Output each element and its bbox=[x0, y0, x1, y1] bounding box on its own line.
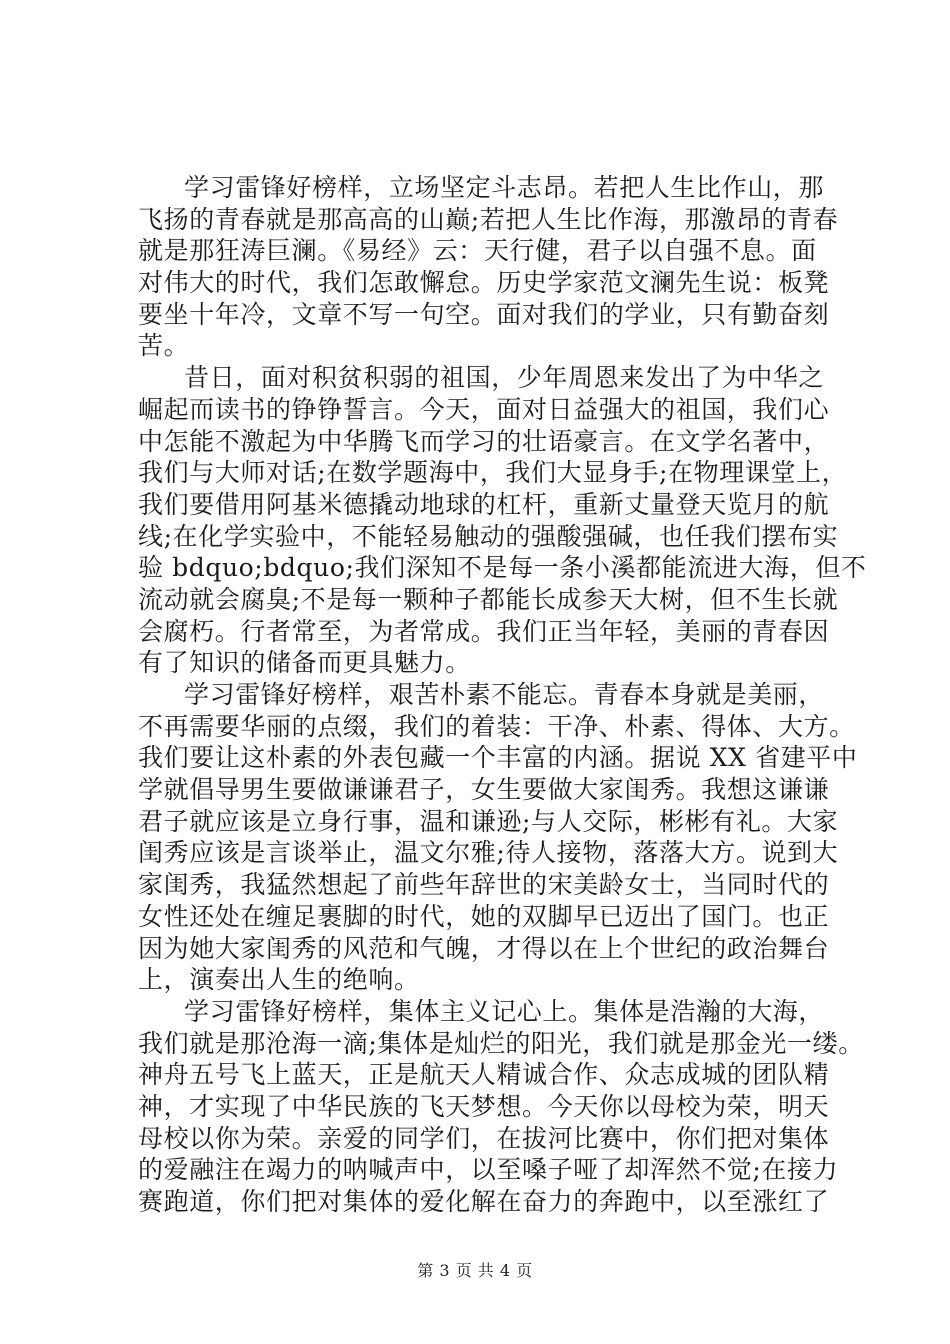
text-line: 验 bdquo;bdquo;我们深知不是每一条小溪都能流进大海，但不 bbox=[138, 553, 867, 583]
text-line: 昔日，面对积贫积弱的祖国，少年周恩来发出了为中华之 bbox=[184, 363, 825, 393]
text-line: 神，才实现了中华民族的飞天梦想。今天你以母校为荣，明天 bbox=[138, 1091, 830, 1121]
text-line: 因为她大家闺秀的风范和气魄，才得以在上个世纪的政治舞台 bbox=[138, 933, 830, 963]
text-line: 学就倡导男生要做谦谦君子，女生要做大家闺秀。我想这谦谦 bbox=[138, 775, 830, 805]
text-line: 学习雷锋好榜样，集体主义记心上。集体是浩瀚的大海， bbox=[184, 996, 825, 1026]
text-line: 崛起而读书的铮铮誓言。今天，面对日益强大的祖国，我们心 bbox=[138, 394, 830, 424]
text-line: 我们要让这朴素的外表包藏一个丰富的内涵。据说 XX 省建平中 bbox=[138, 743, 858, 773]
text-line: 我们要借用阿基米德撬动地球的杠杆，重新丈量登天览月的航 bbox=[138, 489, 830, 519]
text-line: 有了知识的储备而更具魅力。 bbox=[138, 648, 471, 678]
text-line: 闺秀应该是言谈举止，温文尔雅;待人接物，落落大方。说到大 bbox=[138, 838, 839, 868]
text-line: 要坐十年冷，文章不写一句空。面对我们的学业，只有勤奋刻 bbox=[138, 299, 830, 329]
text-line: 苦。 bbox=[138, 331, 190, 361]
document-body bbox=[138, 172, 867, 1218]
text-line: 对伟大的时代，我们怎敢懈怠。历史学家范文澜先生说：板凳 bbox=[138, 268, 830, 298]
text-line: 君子就应该是立身行事，温和谦逊;与人交际，彬彬有礼。大家 bbox=[138, 806, 839, 836]
text-line: 母校以你为荣。亲爱的同学们，在拔河比赛中，你们把对集体 bbox=[138, 1123, 830, 1153]
text-line: 会腐朽。行者常至，为者常成。我们正当年轻，美丽的青春因 bbox=[138, 616, 830, 646]
text-line: 线;在化学实验中，不能轻易触动的强酸强碱，也任我们摆布实 bbox=[138, 521, 839, 551]
text-line: 飞扬的青春就是那高高的山巅;若把人生比作海，那激昂的青春 bbox=[138, 204, 839, 234]
text-line: 的爱融注在竭力的呐喊声中，以至嗓子哑了却浑然不觉;在接力 bbox=[138, 1155, 839, 1185]
text-line: 流动就会腐臭;不是每一颗种子都能长成参天大树，但不生长就 bbox=[138, 584, 839, 614]
page-footer: 第 3 页 共 4 页 bbox=[417, 1261, 533, 1280]
text-line: 学习雷锋好榜样，立场坚定斗志昂。若把人生比作山，那 bbox=[184, 173, 825, 202]
text-line: 赛跑道，你们把对集体的爱化解在奋力的奔跑中，以至涨红了 bbox=[138, 1187, 830, 1216]
text-line: 学习雷锋好榜样，艰苦朴素不能忘。青春本身就是美丽， bbox=[184, 680, 825, 709]
text-line: 我们就是那沧海一滴;集体是灿烂的阳光，我们就是那金光一缕。 bbox=[138, 1028, 864, 1058]
text-line: 家闺秀，我猛然想起了前些年辞世的宋美龄女士，当同时代的 bbox=[138, 870, 830, 900]
text-line: 不再需要华丽的点缀，我们的着装：干净、朴素、得体、大方。 bbox=[138, 711, 855, 741]
text-line: 上，演奏出人生的绝响。 bbox=[138, 965, 420, 995]
text-line: 女性还处在缠足裹脚的时代，她的双脚早已迈出了国门。也正 bbox=[138, 901, 830, 931]
text-line: 我们与大师对话;在数学题海中，我们大显身手;在物理课堂上， bbox=[138, 458, 848, 488]
text-line: 神舟五号飞上蓝天，正是航天人精诚合作、众志成城的团队精 bbox=[138, 1060, 830, 1090]
text-line: 就是那狂涛巨澜。《易经》云：天行健，君子以自强不息。面 bbox=[138, 236, 817, 266]
text-line: 中怎能不激起为中华腾飞而学习的壮语豪言。在文学名著中， bbox=[138, 426, 830, 456]
